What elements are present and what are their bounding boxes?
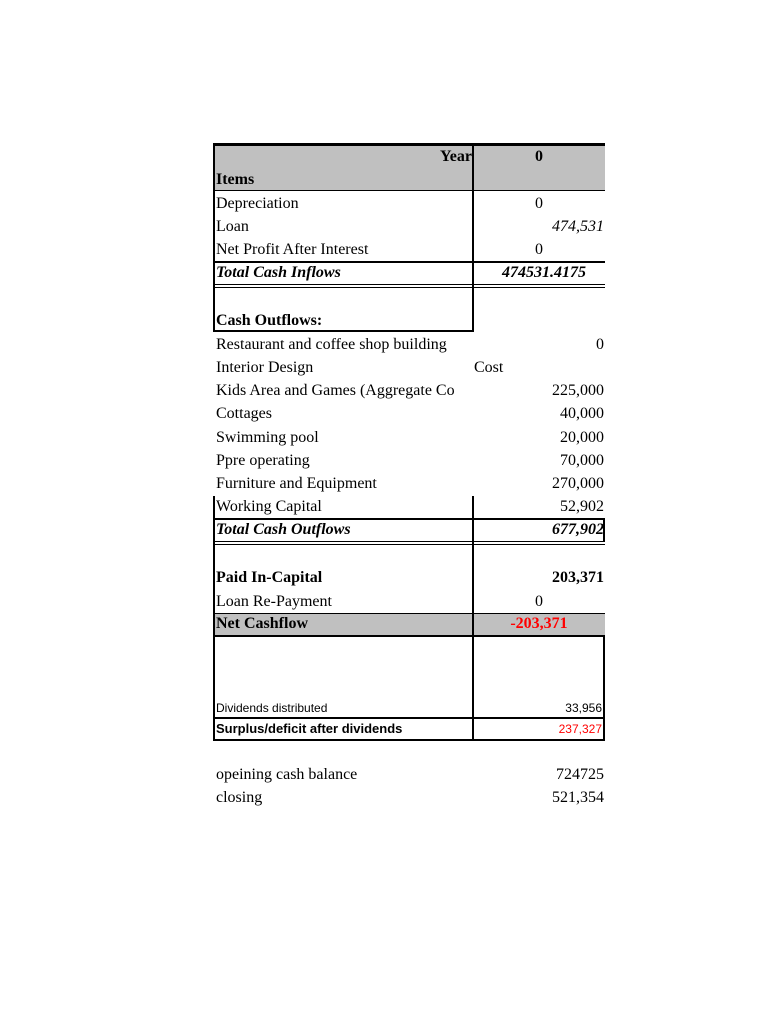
net-cashflow-label: Net Cashflow: [216, 615, 308, 632]
year-value: 0: [535, 148, 543, 165]
opening-balance-label: opeining cash balance: [216, 766, 358, 783]
outflow-value: 0: [596, 336, 604, 353]
outflow-value: 40,000: [560, 405, 604, 422]
inflow-label: Loan: [216, 218, 249, 235]
outflow-label: Working Capital: [216, 498, 322, 515]
outflow-value: Cost: [474, 359, 504, 376]
dividends-label: Dividends distributed: [216, 701, 328, 715]
year-label: Year: [440, 148, 472, 165]
outflow-label: Swimming pool: [216, 429, 319, 446]
dividends-value: 33,956: [565, 701, 602, 715]
total-outflows-label: Total Cash Outflows: [216, 521, 351, 538]
paid-in-capital-label: Paid In-Capital: [216, 569, 323, 586]
total-outflows-value: 677,902: [552, 521, 604, 538]
outflow-label: Cottages: [216, 405, 272, 422]
closing-label: closing: [216, 789, 263, 806]
outflow-label: Restaurant and coffee shop building: [216, 336, 447, 353]
inflow-label: Depreciation: [216, 195, 299, 212]
outflow-value: 20,000: [560, 429, 604, 446]
inflow-value: 0: [535, 241, 543, 258]
surplus-label: Surplus/deficit after dividends: [216, 721, 403, 736]
outflow-label: Furniture and Equipment: [216, 475, 377, 492]
outflow-value: 70,000: [560, 452, 604, 469]
opening-balance-value: 724725: [556, 766, 604, 783]
outflow-label: Interior Design: [216, 359, 314, 376]
inflow-value: 0: [535, 195, 543, 212]
total-inflows-value: 474531.4175: [502, 264, 586, 281]
outflow-value: 52,902: [560, 498, 604, 515]
paid-in-capital-value: 203,371: [552, 569, 604, 586]
outflow-value: 225,000: [552, 382, 604, 399]
loan-repayment-value: 0: [535, 593, 543, 610]
items-label: Items: [216, 171, 255, 188]
outflow-label: Kids Area and Games (Aggregate Co: [216, 382, 455, 399]
closing-value: 521,354: [552, 789, 604, 806]
outflow-value: 270,000: [552, 475, 604, 492]
total-inflows-label: Total Cash Inflows: [216, 264, 341, 281]
loan-repayment-label: Loan Re-Payment: [216, 593, 332, 610]
inflow-label: Net Profit After Interest: [216, 241, 369, 258]
outflows-heading: Cash Outflows:: [216, 312, 323, 329]
net-cashflow-value: -203,371: [510, 615, 568, 632]
inflow-value: 474,531: [552, 218, 604, 235]
surplus-value: 237,327: [558, 722, 602, 736]
outflow-label: Ppre operating: [216, 452, 310, 469]
